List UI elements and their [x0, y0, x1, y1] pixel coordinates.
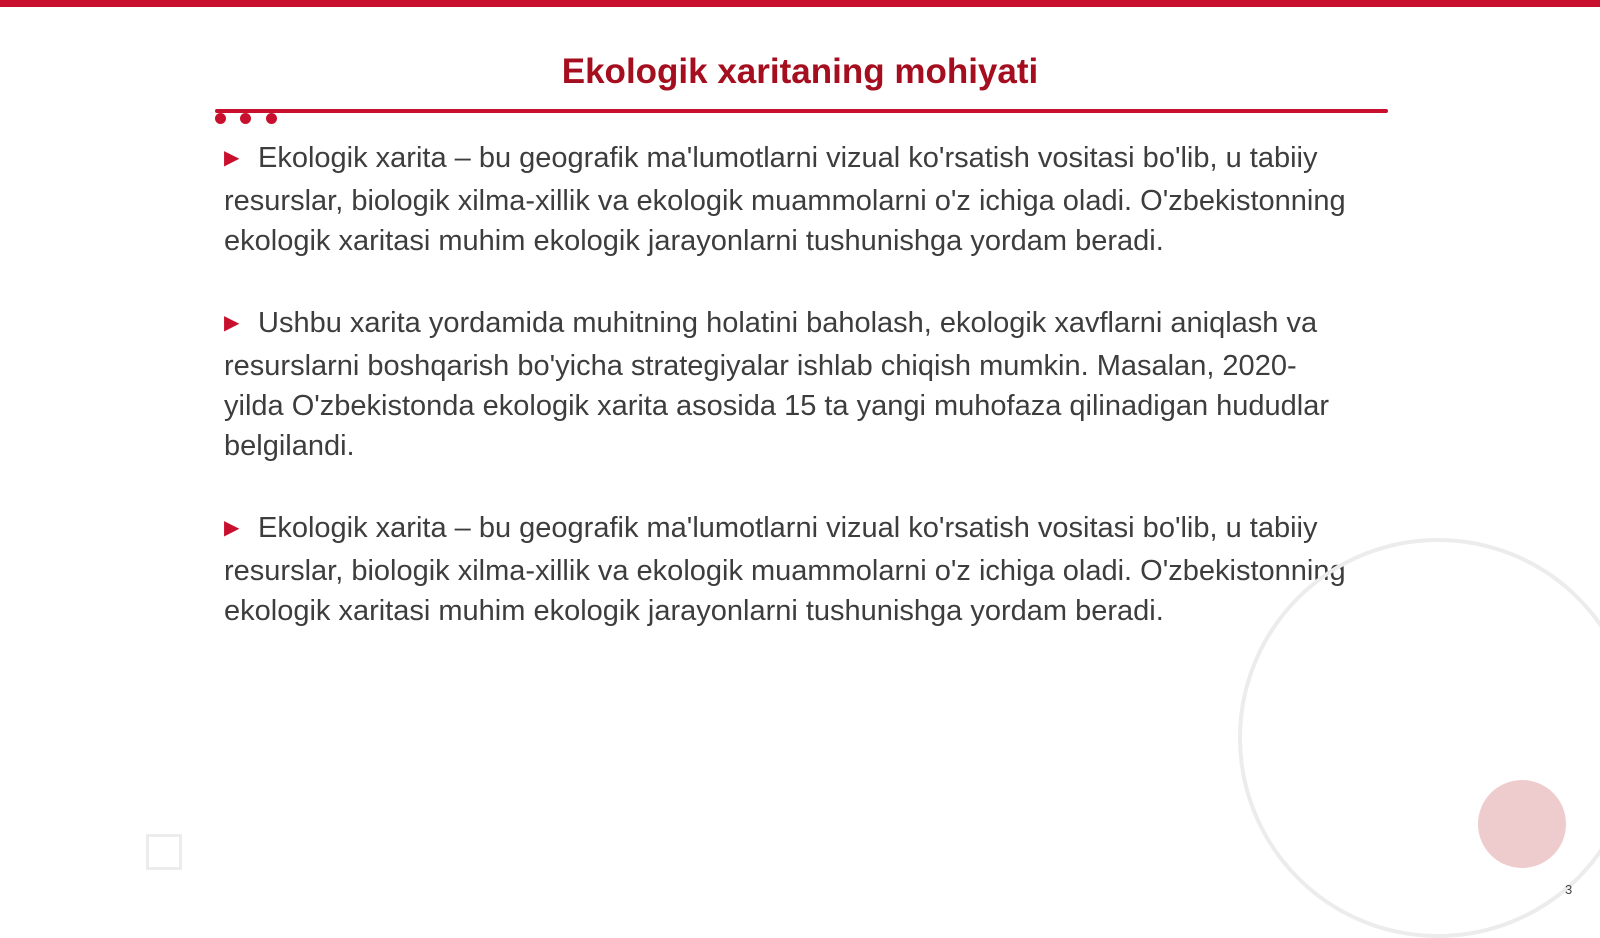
paragraph-text: Ekologik xarita – bu geografik ma'lumotlarni vizual ko'rsatish vositasi bo'lib, u tabiiy resurslar, biologik xilma-xillik va ekologik muammolarni o'z ichiga oladi. O'zbekistonning ekologik xaritasi muhim ekologik jarayonlarni tushunishga yordam beradi.	[224, 512, 1346, 627]
bullet-list	[224, 138, 1349, 673]
slide-title: Ekologik xaritaning mohiyati	[561, 52, 1039, 91]
list-item	[224, 508, 1349, 631]
title-underline	[215, 109, 1388, 113]
triangle-bullet-icon: ▶	[224, 147, 240, 169]
list-item	[224, 138, 1349, 261]
triangle-bullet-icon: ▶	[224, 517, 240, 539]
paragraph-text: Ekologik xarita – bu geografik ma'lumotlarni vizual ko'rsatish vositasi bo'lib, u tabiiy resurslar, biologik xilma-xillik va ekologik muammolarni o'z ichiga oladi. O'zbekistonning ekologik xaritasi muhim ekologik jarayonlarni tushunishga yordam beradi.	[224, 142, 1346, 257]
decorative-square	[146, 834, 182, 870]
decorative-dot-3	[266, 113, 277, 124]
top-accent-bar	[0, 0, 1600, 7]
triangle-bullet-icon: ▶	[224, 312, 240, 334]
paragraph-text: Ushbu xarita yordamida muhitning holatini baholash, ekologik xavflarni aniqlash va resurslarni boshqarish bo'yicha strategiyalar ishlab chiqish mumkin. Masalan, 2020-yilda O'zbekistonda ekologik xarita asosida 15 ta yangi muhofaza qilinadigan hududlar belgilandi.	[224, 307, 1330, 462]
slide-number: 3	[1565, 882, 1573, 897]
decorative-pink-circle	[1478, 780, 1566, 868]
decorative-dot-2	[240, 113, 251, 124]
list-item	[224, 303, 1349, 466]
decorative-dot-1	[215, 113, 226, 124]
